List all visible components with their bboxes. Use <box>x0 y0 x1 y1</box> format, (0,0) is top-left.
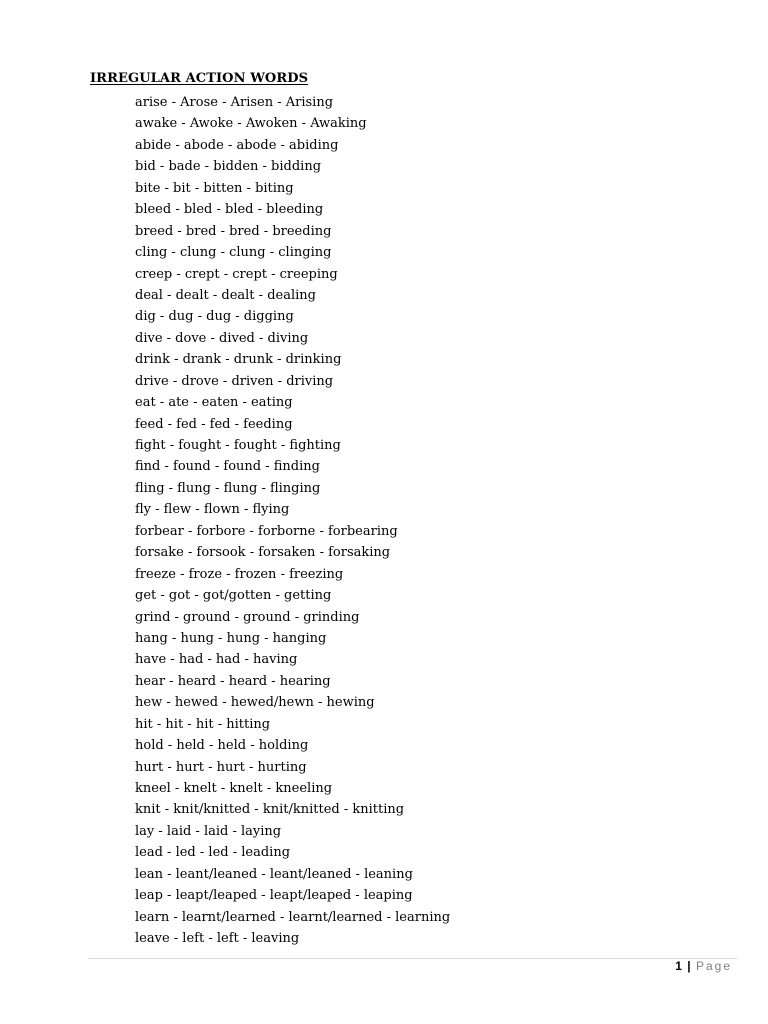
list-item-text: fly - flew - flown - flying <box>135 502 290 518</box>
list-item-text: leap - leapt/leaped - leapt/leaped - leaping <box>135 888 413 904</box>
list-item-text: hurt - hurt - hurt - hurting <box>135 759 307 775</box>
page-number: 1 <box>675 959 682 973</box>
list-item-text: dig - dug - dug - digging <box>135 309 294 325</box>
list-item-text: hold - held - held - holding <box>135 738 309 754</box>
list-item-text: hear - heard - heard - hearing <box>135 673 331 689</box>
list-item-text: leave - left - left - leaving <box>135 931 300 947</box>
list-item-text: lead - led - led - leading <box>135 845 291 861</box>
footer-separator: | <box>687 959 691 973</box>
list-item-text: fight - fought - fought - fighting <box>135 438 341 453</box>
list-item-text: freeze - froze - frozen - freezing <box>135 566 344 582</box>
list-item-text: bite - bit - bitten - biting <box>135 180 294 196</box>
list-item-text: hit - hit - hit - hitting <box>135 716 271 732</box>
list-item-text: awake - Awoke - Awoken - Awaking <box>135 116 367 132</box>
list-item-text: dive - dove - dived - diving <box>135 330 309 346</box>
list-item-text: find - found - found - finding <box>135 459 320 475</box>
list-item-text: cling - clung - clung - clinging <box>135 245 332 261</box>
list-item-text: fling - flung - flung - flinging <box>135 480 321 496</box>
footer-divider <box>88 958 737 959</box>
list-item-text: arise - Arose - Arisen - Arising <box>135 95 334 110</box>
list-item-text: bid - bade - bidden - bidding <box>135 159 322 175</box>
list-item-text: learn - learnt/learned - learnt/learned - learning <box>135 909 451 925</box>
list-item-text: abide - abode - abode - abiding <box>135 137 339 153</box>
list-item-text: lean - leant/leaned - leant/leaned - leaning <box>135 866 413 882</box>
list-item-text: deal - dealt - dealt - dealing <box>135 287 316 303</box>
list-item-text: eat - ate - eaten - eating <box>135 395 293 411</box>
list-item-text: forsake - forsook - forsaken - forsaking <box>135 545 391 561</box>
page-footer <box>675 959 732 973</box>
list-item-text: feed - fed - fed - feeding <box>135 416 293 432</box>
list-item-text: kneel - knelt - knelt - kneeling <box>135 781 333 796</box>
page-label: Page <box>695 959 732 973</box>
list-item-text: drive - drove - driven - driving <box>135 373 334 389</box>
list-item-text: knit - knit/knitted - knit/knitted - knitting <box>135 802 405 818</box>
list-item-text: hang - hung - hung - hanging <box>135 630 327 646</box>
list-item-text: breed - bred - bred - breeding <box>135 223 332 239</box>
document-heading: IRREGULAR ACTION WORDS <box>90 71 309 86</box>
list-item-text: forbear - forbore - forborne - forbearing <box>135 523 398 539</box>
list-item-text: have - had - had - having <box>135 652 298 668</box>
list-item-text: creep - crept - crept - creeping <box>135 266 338 282</box>
list-item-text: bleed - bled - bled - bleeding <box>135 202 324 218</box>
list-item-text: grind - ground - ground - grinding <box>135 609 360 625</box>
list-item-text: lay - laid - laid - laying <box>135 823 282 839</box>
list-item-text: get - got - got/gotten - getting <box>135 588 332 604</box>
list-item-text: drink - drank - drunk - drinking <box>135 352 342 368</box>
list-item-text: hew - hewed - hewed/hewn - hewing <box>135 695 375 711</box>
